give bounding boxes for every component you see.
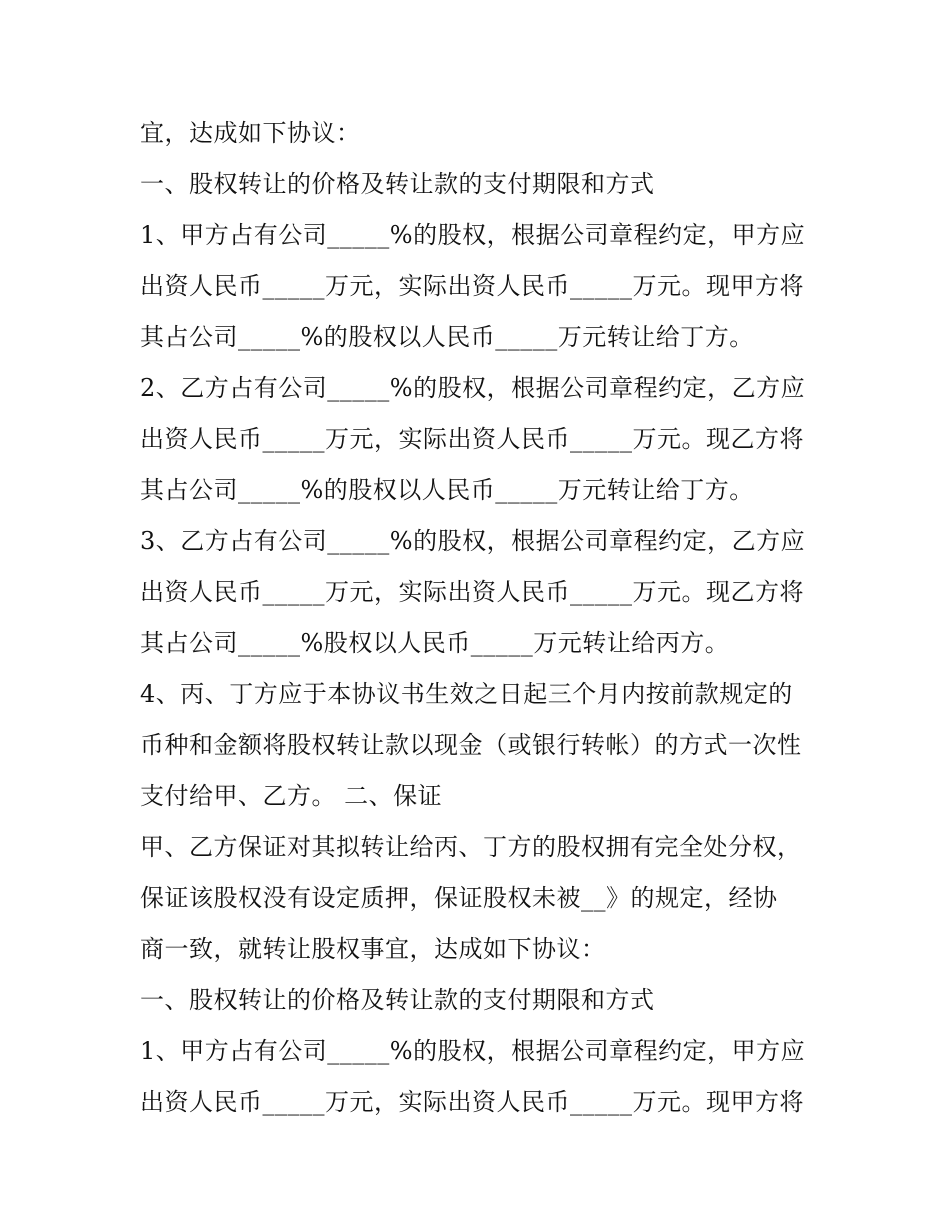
text-line: 出资人民币_____万元，实际出资人民币_____万元。现乙方将 [140, 425, 804, 453]
text-line: 其占公司_____%的股权以人民币_____万元转让给丁方。 [140, 323, 754, 351]
text-line: 商一致，就转让股权事宜，达成如下协议： [140, 935, 606, 963]
text-line: 3、乙方占有公司_____%的股权，根据公司章程约定，乙方应 [140, 527, 806, 555]
text-line: 保证该股权没有设定质押，保证股权未被__》的规定，经协 [140, 884, 778, 912]
text-line: 2、乙方占有公司_____%的股权，根据公司章程约定，乙方应 [140, 374, 806, 402]
text-line: 出资人民币_____万元，实际出资人民币_____万元。现甲方将 [140, 272, 804, 300]
text-line: 支付给甲、乙方。 二、保证 [140, 782, 443, 810]
text-line: 甲、乙方保证对其拟转让给丙、丁方的股权拥有完全处分权， [140, 833, 802, 861]
text-line: 1、甲方占有公司_____%的股权，根据公司章程约定，甲方应 [140, 1037, 806, 1065]
text-line: 4、丙、丁方应于本协议书生效之日起三个月内按前款规定的 [140, 680, 793, 708]
text-line: 币种和金额将股权转让款以现金（或银行转帐）的方式一次性 [140, 731, 802, 759]
text-line: 出资人民币_____万元，实际出资人民币_____万元。现乙方将 [140, 578, 804, 606]
text-line: 宜，达成如下协议： [140, 119, 361, 147]
section-heading: 一、股权转让的价格及转让款的支付期限和方式 [140, 170, 655, 198]
section-heading: 一、股权转让的价格及转让款的支付期限和方式 [140, 986, 655, 1014]
document-body [140, 108, 830, 1128]
text-line: 其占公司_____%的股权以人民币_____万元转让给丁方。 [140, 476, 754, 504]
text-line: 其占公司_____%股权以人民币_____万元转让给丙方。 [140, 629, 730, 657]
text-line: 出资人民币_____万元，实际出资人民币_____万元。现甲方将 [140, 1088, 804, 1116]
text-line: 1、甲方占有公司_____%的股权，根据公司章程约定，甲方应 [140, 221, 806, 249]
